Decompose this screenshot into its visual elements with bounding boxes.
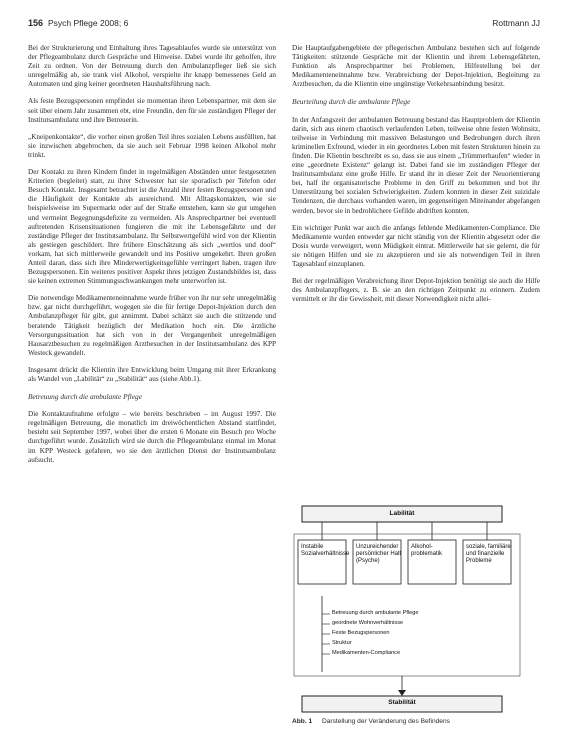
paragraph: Die Hauptaufgabengebiete der pflegerischen Ambulanz bestehen sich auf folgende Tätigkeiten: stützende Gespräche mit der Klientin und ihrem Lebensgefährten, Funktion als Ansprechpartner bei Problemen, Hilfestellung bei der Medikamenteneinnahme bzw. Verabreichung der Depot-Injektion, Begleitung zu Arztbesuchen, da die Klientin eine ungünstige Verkehrsanbindung besitzt. [292, 44, 540, 89]
figure-caption [292, 718, 540, 725]
running-head: Psych Pflege 2008; 6 [48, 18, 129, 28]
caption-number: Abb. 1 [292, 718, 313, 725]
diagram-bottom-label: Stabilität [388, 699, 416, 706]
diagram-item: Feste Bezugspersonen [332, 630, 390, 636]
diagram-box: Unzureichender persönlicher Halt (Psyche) [356, 544, 402, 564]
diagram-top-label: Labilität [389, 510, 415, 517]
diagram-box: Instabile Sozialverhältnisse [301, 544, 350, 557]
diagram-item: geordnete Wohnverhältnisse [332, 620, 404, 626]
paragraph: Die notwendige Medikamenteneinnahme wurde früher von ihr nur sehr unregelmäßig bzw. gar nicht durchgeführt, wogegen sie die für fertige Depot-Injektion durch den Ambulanzpfleger für gibt, gut annimmt. Dabei schätzt sie auch die stützende und beratende Tätigkeit bezüglich der Medikation hoch ein. Die ärztliche Versorgungssituation hat sich von in der Vergangenheit unregelmäßigen Hausarztbesuchen zu regelmäßigen Arztbesuchen in der Institutsambulanz des KPP Westeck gewandelt. [28, 294, 276, 357]
paragraph: Insgesamt drückt die Klientin ihre Entwicklung beim Umgang mit ihrer Erkrankung als Wandel von „Labilität“ zu „Stabilität“ aus (siehe Abb.1). [28, 365, 276, 383]
diagram-box: Alkohol-problematik [411, 544, 443, 557]
paragraph: Die Kontaktaufnahme erfolgte – wie bereits beschrieben – im August 1997. Die regelmäßigen Betreuung, die monatlich im dreiwöchentlichen Abstand stattfindet, besteht seit September 1997, wobei über die ersten 6 Monate ein Besuch pro Woche durchgeführt wurde. Zusätzlich wird sie durch die Pflegeambulanz einmal im Monat im KPP Westeck gefahren, wo sie den ärztlichen Dienst der Institutsambulanz aufsucht. [28, 410, 276, 464]
diagram-box: soziale, familiäre und finanzielle Probleme [466, 544, 511, 564]
right-column [292, 44, 540, 312]
figure-diagram [292, 500, 540, 715]
diagram-item: Struktur [332, 640, 352, 646]
diagram-item: Betreuung durch ambulante Pflege [332, 610, 419, 616]
paragraph: In der Anfangszeit der ambulanten Betreuung bestand das Hauptproblem der Klientin darin, sich aus einem chaotisch verlaufenden Leben, teilweise ohne festen Wohnsitz, teilweise in Verbindung mit massiven Belastungen und Bedrohungen durch ihren kriminellen Exfreund, wieder in ein geordnetes Leben mit festen Strukturen hinein zu finden. Die Klientin beschreibt es so, dass sie aus einem „Trümmerhaufen“ wieder in eine „geordnete Existenz“ gelangt ist. Dabei fand sie im zuständigen Pfleger der Institutsambulanz eine große Hilfe. Er stand ihr in dieser Zeit der Neuorientierung bei, half ihr organisatorische Probleme in den Griff zu bekommen und bot ihr Unterstützung bei sozialen Schwierigkeiten. Zudem konnten in dieser Zeit suizidale Tendenzen, die durchaus vorhanden waren, im gegenseitigen Miteinander abgefangen werden, bevor sie in bedrohlichere Gefilde abdriften konnten. [292, 115, 540, 215]
page-number: 156 [28, 18, 44, 28]
section-heading: Betreuung durch die ambulante Pflege [28, 392, 142, 402]
paragraph: Bei der Strukturierung und Einhaltung ihres Tagesablaufes wurde sie unterstützt von der Pflegeambulanz durch Gespräche und Hinweise. Dabei wurde ihr geholfen, ihre Zeit zu ordnen. Von der Betreuung durch den Ambulanzpfleger ließ sie sich unregelmäßig ab, sie trank viel Alkohol, verspielte ihr knapp bemessenes Geld an Automaten und ging keiner geordneten Haushaltsführung nach. [28, 44, 276, 89]
page-header [28, 18, 540, 30]
paragraph: Bei der regelmäßigen Verabreichung ihrer Depot-Injektion benötigt sie auch die Hilfe des Ambulanzpflegers, z. B. sie an den richtigen Zeitpunkt zu erinnern. Zudem vermittelt er ihr die Gewissheit, mit dieser Notwendigkeit nicht allei- [292, 277, 540, 304]
section-heading: Beurteilung durch die ambulante Pflege [292, 97, 411, 107]
paragraph: Ein wichtiger Punkt war auch die anfangs fehlende Medikamenten-Compliance. Die Medikamente wurden entweder gar nicht ständig von der Klientin abgesetzt oder die Dosis wurde verweigert, wenn Müdigkeit eintrat. Mittlerweile hat sie gelernt, die für sie nötigen Hilfen und sie zu akzeptieren und sie als notwendigen Teil in ihren Tagesablauf einzuplanen. [292, 223, 540, 268]
paragraph: „Kneipenkontakte“, die vorher einen großen Teil ihres sozialen Lebens ausfüllten, hat sie inzwischen abgebrochen, da sie auch seit Februar 1998 keinen Alkohol mehr trinkt. [28, 132, 276, 159]
author-name: Rottmann JJ [492, 18, 540, 28]
diagram-item: Medikamenten-Compliance [332, 650, 401, 656]
caption-text: Darstellung der Veränderung des Befindens [322, 718, 450, 725]
paragraph: Der Kontakt zu ihren Kindern findet in regelmäßigen Abständen unter festgesetzten Kriterien (begleitet) statt, zu ihrer Schwester hat sie sporadisch per Telefon oder Besuch Kontakt. Insgesamt betrachtet ist die Anzahl ihrer festen Bezugspersonen und die Häufigkeit der Kontakte als ausreichend. Mit Alltagskontakten, wie sie beispielsweise im Supermarkt oder auf der Straße entstehen, kann sie gut umgehen und vermeint Begegnungsdefizite zu vermeiden. Als Ansprechpartner bei eventuell auftretenden Krisensituationen fungieren die mit ihr Lebensgefährte und der zuständige Pfleger der Institutsambulanz. Ihr Selbstwertgefühl wird von der Klientin als gestiegen geschildert. Ihre frühere Einschätzung als sich „wertlos und doof“ vorkam, hat sich mittlerweile gewandelt und ins Positive umgekehrt. Ihren großen Anteil daran, dass sich ihre Minderwertigkeitsgefühle verringert haben, tragen ihre Bezugspersonen. Ein weiteres positiver Aspekt ihres jetzigen Zustandsbildes ist, dass sie keinen extremen Stimmungsschwankungen mehr unterworfen ist. [28, 168, 276, 286]
paragraph: Als feste Bezugspersonen empfindet sie momentan ihren Lebenspartner, mit dem sie seit über einem Jahr zusammen ebt, eine Freundin, den für sie zuständigen Pfleger der Institutsambulanz und ihre Betreuerin. [28, 97, 276, 124]
diagram-lines [292, 500, 540, 715]
left-column [28, 44, 276, 473]
